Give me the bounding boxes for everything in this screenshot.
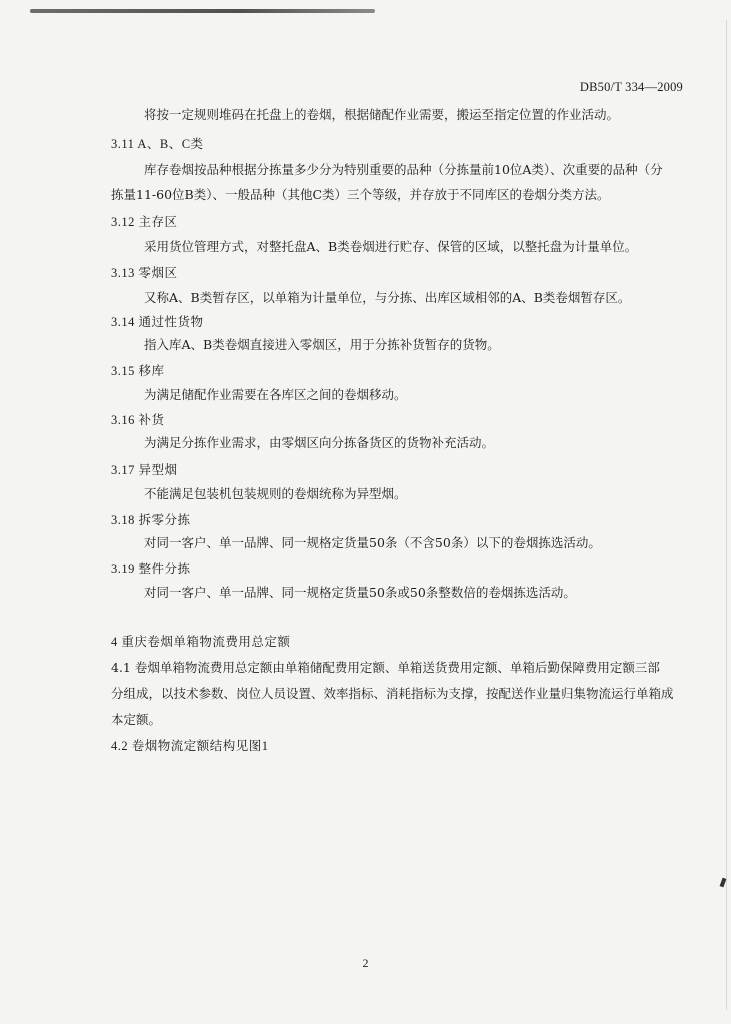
- clause-heading-3-17: 3.17 异型烟: [111, 463, 178, 477]
- paragraph-line: 本定额。: [111, 712, 162, 727]
- clause-heading-4-2: 4.2 卷烟物流定额结构见图1: [111, 739, 269, 753]
- clause-heading-3-15: 3.15 移库: [111, 364, 165, 378]
- clause-heading-3-11: 3.11 A、B、C类: [111, 137, 204, 151]
- paragraph-line: 指入库A、B类卷烟直接进入零烟区，用于分拣补货暂存的货物。: [144, 337, 500, 352]
- paragraph-line: 采用货位管理方式，对整托盘A、B类卷烟进行贮存、保管的区域，以整托盘为计量单位。: [144, 239, 638, 254]
- paragraph-line: 将按一定规则堆码在托盘上的卷烟，根据储配作业需要，搬运至指定位置的作业活动。: [144, 107, 620, 122]
- paragraph-line: 又称A、B类暂存区，以单箱为计量单位，与分拣、出库区域相邻的A、B类卷烟暂存区。: [144, 290, 631, 305]
- paragraph-line: 为满足分拣作业需求，由零烟区向分拣备货区的货物补充活动。: [144, 435, 495, 450]
- clause-heading-3-13: 3.13 零烟区: [111, 266, 178, 280]
- paragraph-line: 不能满足包装机包装规则的卷烟统称为异型烟。: [144, 486, 407, 501]
- paragraph-line: 库存卷烟按品种根据分拣量多少分为特别重要的品种（分拣量前10位A类）、次重要的品种（分: [144, 162, 663, 177]
- paragraph-line: 拣量11-60位B类）、一般品种（其他C类）三个等级，并存放于不同库区的卷烟分类方法。: [111, 187, 610, 202]
- paragraph-line: 为满足储配作业需要在各库区之间的卷烟移动。: [144, 387, 407, 402]
- paragraph-line: 对同一客户、单一品牌、同一规格定货量50条或50条整数倍的卷烟拣选活动。: [144, 585, 576, 600]
- clause-heading-3-12: 3.12 主存区: [111, 215, 178, 229]
- section-heading-4: 4 重庆卷烟单箱物流费用总定额: [111, 635, 291, 649]
- clause-heading-3-18: 3.18 拆零分拣: [111, 513, 191, 527]
- paragraph-line: 分组成，以技术参数、岗位人员设置、效率指标、消耗指标为支撑，按配送作业量归集物流运行单箱成: [111, 686, 674, 701]
- scan-artifact-right-edge: [726, 20, 727, 1010]
- clause-heading-3-16: 3.16 补货: [111, 413, 165, 427]
- clause-heading-3-19: 3.19 整件分拣: [111, 562, 191, 576]
- paragraph-line: 对同一客户、单一品牌、同一规格定货量50条（不含50条）以下的卷烟拣选活动。: [144, 535, 601, 550]
- page-number: 2: [362, 956, 369, 970]
- standard-code: DB50/T 334—2009: [579, 80, 683, 94]
- clause-heading-3-14: 3.14 通过性货物: [111, 315, 204, 329]
- paragraph-line: 4.1 卷烟单箱物流费用总定额由单箱储配费用定额、单箱送货费用定额、单箱后勤保障费用定额三部: [111, 660, 660, 675]
- scan-artifact-top-line: [30, 9, 375, 13]
